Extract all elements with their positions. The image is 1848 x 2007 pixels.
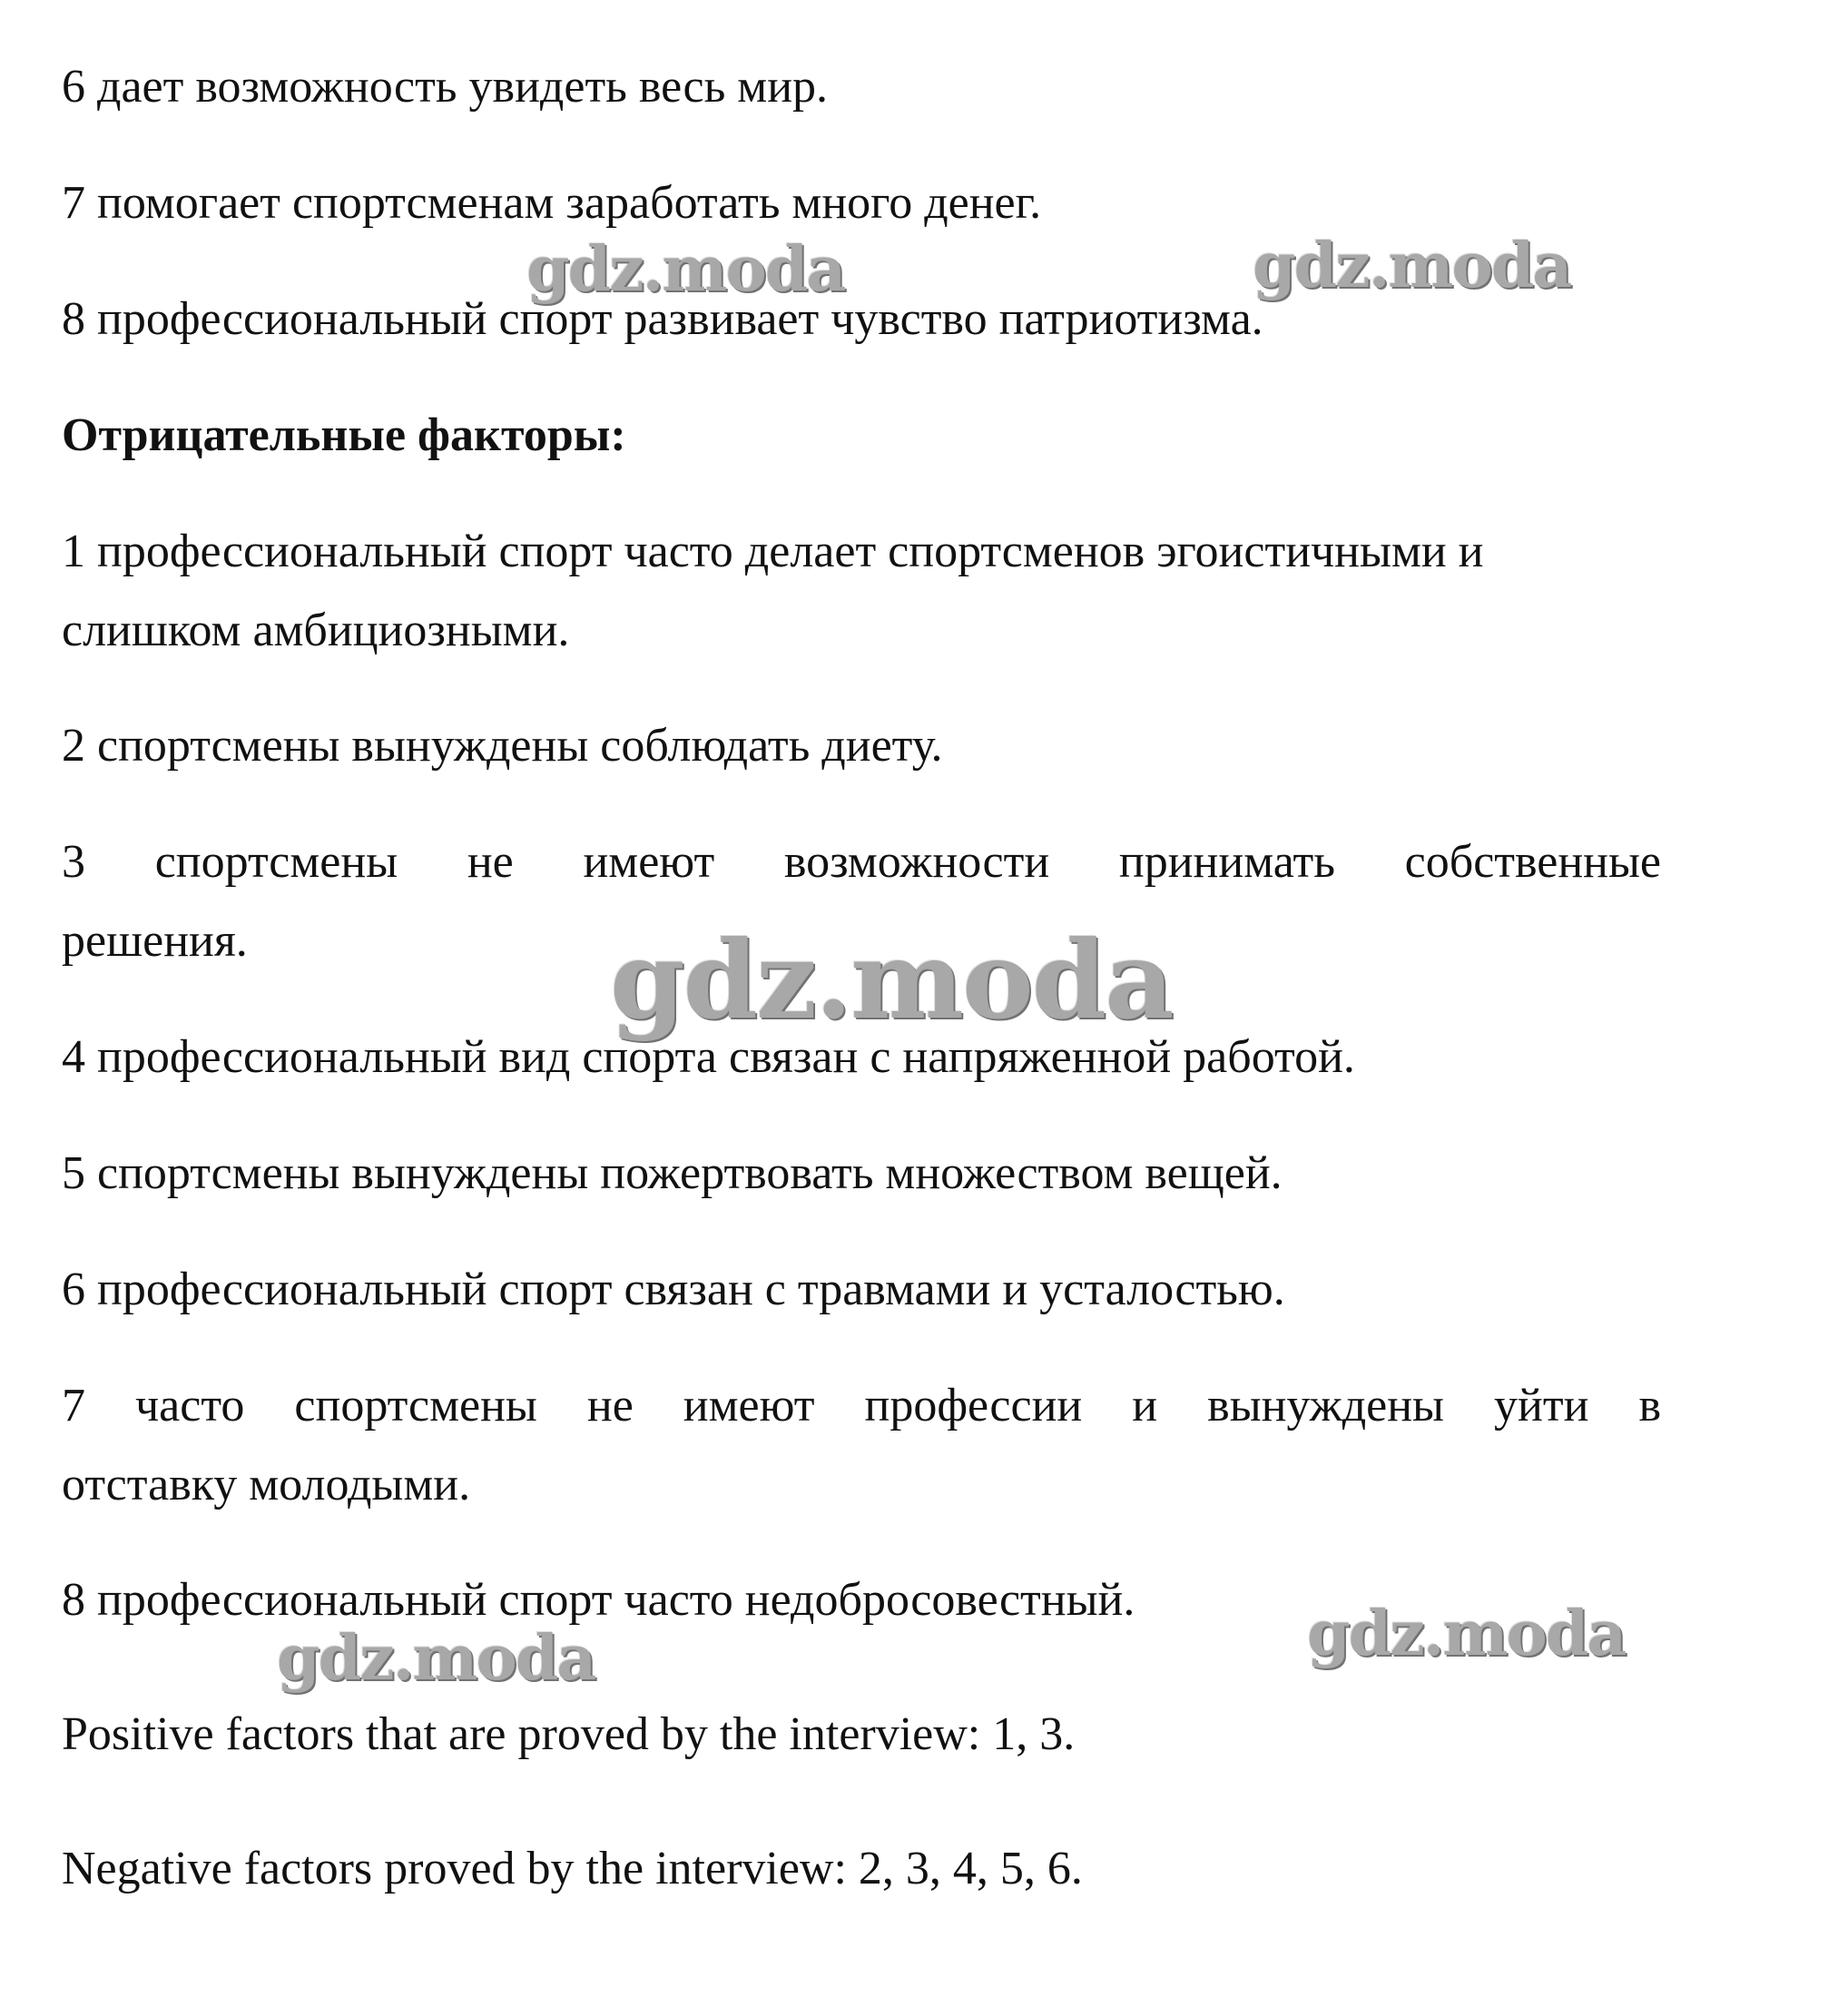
negative-item-1-line-2: слишком амбициозными. xyxy=(62,605,570,656)
negative-item-8: 8 профессиональный спорт часто недобросовестный. xyxy=(62,1574,1135,1626)
positive-conclusion: Positive factors that are proved by the interview: 1, 3. xyxy=(62,1708,1076,1760)
negative-item-6: 6 профессиональный спорт связан с травмами и усталостью. xyxy=(62,1264,1285,1315)
negative-item-1-line-1: 1 профессиональный спорт часто делает спортсменов эгоистичными и xyxy=(62,526,1484,577)
positive-item-7: 7 помогает спортсменам заработать много денег. xyxy=(62,177,1042,229)
positive-item-6: 6 дает возможность увидеть весь мир. xyxy=(62,61,829,113)
negative-factors-heading: Отрицательные факторы: xyxy=(62,409,626,461)
watermark-top-left: gdz.moda xyxy=(526,233,845,306)
negative-item-7-line-1: 7 часто спортсмены не имеют профессии и вынуждены уйти в xyxy=(62,1380,1661,1431)
negative-item-3-line-2: решения. xyxy=(62,915,248,967)
negative-item-5: 5 спортсмены вынуждены пожертвовать множеством вещей. xyxy=(62,1147,1283,1199)
negative-item-7-line-2: отставку молодыми. xyxy=(62,1459,471,1510)
negative-conclusion: Negative factors proved by the interview: 2, 3, 4, 5, 6. xyxy=(62,1843,1083,1894)
watermark-center: gdz.moda xyxy=(610,917,1173,1043)
negative-item-4: 4 профессиональный вид спорта связан с напряженной работой. xyxy=(62,1031,1355,1083)
negative-item-3-line-1: 3 спортсмены не имеют возможности принимать собственные xyxy=(62,836,1661,888)
positive-item-8: 8 профессиональный спорт развивает чувство патриотизма. xyxy=(62,293,1263,345)
watermark-bottom-right: gdz.moda xyxy=(1307,1598,1626,1670)
watermark-bottom-left: gdz.moda xyxy=(277,1622,595,1695)
negative-item-2: 2 спортсмены вынуждены соблюдать диету. xyxy=(62,720,943,772)
watermark-top-right: gdz.moda xyxy=(1253,230,1571,302)
